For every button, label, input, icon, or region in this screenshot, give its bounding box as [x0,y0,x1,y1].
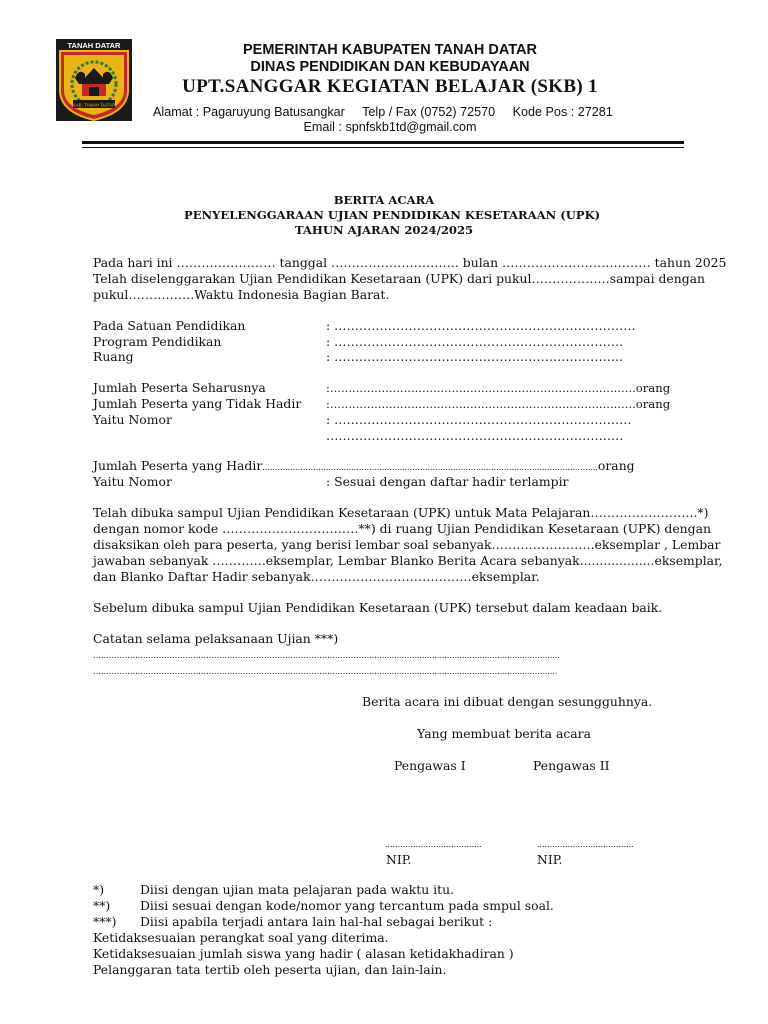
field-value-satuan: : ………………………………………………………………. [326,318,636,333]
footnote-item-3: Pelanggaran tata tertib oleh peserta ujian, dan lain-lain. [93,962,447,977]
para2: Sebelum dibuka sampul Ujian Pendidikan Kesetaraan (UPK) tersebut dalam keadaan baik. [93,600,663,615]
postcode: Kode Pos : 27281 [512,105,613,119]
letterhead-government: PEMERINTAH KABUPATEN TANAH DATAR [242,42,537,58]
footnote-3-mark: ***) [93,914,117,929]
letterhead-department: DINAS PENDIDIKAN DAN KEBUDAYAAN [250,59,530,75]
intro-line-3: pukul…………….Waktu Indonesia Bagian Barat. [93,287,390,302]
field-label-program: Program Pendidikan [93,334,222,349]
signatory-1-label: Pengawas I [394,758,466,773]
field-label-yaitu: Yaitu Nomor [93,474,172,489]
tanah-datar-logo [55,38,133,122]
field-label-seharusnya: Jumlah Peserta Seharusnya [93,380,266,395]
catatan-line-1: ……………………………………………………………………………………………............................................................................ [93,651,560,660]
footnote-2-text: Diisi sesuai dengan kode/nomor yang tercantum pada smpul soal. [140,898,554,913]
field-label-yaitu-nomor: Yaitu Nomor [93,412,172,427]
footnote-3-text: Diisi apabila terjadi antara lain hal-hal sebagai berikut : [140,914,493,929]
signatory-2-line: ...................................... [537,840,634,849]
letterhead-email: Email : spnfskb1td@gmail.com [303,120,477,134]
field-value-yaitu-nomor: : ……………………………………………………………… [326,412,632,427]
footnote-1-mark: *) [93,882,105,897]
phone: Telp / Fax (0752) 72570 [362,105,496,119]
document-subtitle: PENYELENGGARAAN UJIAN PENDIDIKAN KESETARAAN (UPK) [184,208,601,222]
field-value-tidak-hadir: :...................................................................................orang [326,397,671,411]
footnote-item-1: Ketidaksesuaian perangkat soal yang diterima. [93,930,389,945]
closing-statement: Berita acara ini dibuat dengan sesungguhnya. [362,694,653,709]
field-value-ruang: : ……………………………………………………………. [326,349,624,364]
catatan-line-2: ……………………………………………………………………………………………........................................................................... [93,667,558,676]
field-label-ruang: Ruang [93,349,134,364]
document-year: TAHUN AJARAN 2024/2025 [294,223,474,237]
field-label-tidak-hadir: Jumlah Peserta yang Tidak Hadir [93,396,302,411]
field-value-yaitu-nomor-cont: ……………………………………………………………… [326,428,624,443]
signatory-2-label: Pengawas II [533,758,610,773]
field-label-satuan: Pada Satuan Pendidikan [93,318,246,333]
para1-line-1: Telah dibuka sampul Ujian Pendidikan Kesetaraan (UPK) untuk Mata Pelajaran……………………..*) [93,505,709,520]
hadir-unit: orang [597,458,635,473]
letterhead-divider-thin [82,147,684,148]
address: Alamat : Pagaruyung Batusangkar [153,105,345,119]
signatory-2-nip: NIP. [537,852,563,867]
letterhead-divider-thick [82,141,684,144]
field-value-seharusnya: :...................................................................................orang [326,381,671,395]
intro-line-2: Telah diselenggarakan Ujian Pendidikan Kesetaraan (UPK) dari pukul……………….sampai dengan [93,271,706,286]
intro-line-1: Pada hari ini …………………… tanggal …………………………. bulan ……………………………… tahun 2025 [93,255,727,270]
signatory-1-line: ...................................... [385,840,482,849]
hadir-label: Jumlah Peserta yang Hadir [93,458,263,473]
footnote-1-text: Diisi dengan ujian mata pelajaran pada waktu itu. [140,882,455,897]
para1-line-2: dengan nomor kode ……………………………**) di ruang Ujian Pendidikan Kesetaraan (UPK) dengan [93,521,711,536]
document-title: BERITA ACARA [333,193,435,207]
footnote-item-2: Ketidaksesuaian jumlah siswa yang hadir ( alasan ketidakhadiran ) [93,946,514,961]
logo-text: TANAH DATAR [67,41,121,50]
para1-line-3: disaksikan oleh para peserta, yang berisi lembar soal sebanyak…………………….eksemplar , Lembar [93,537,721,552]
field-value-program: : ……………………………………………………………. [326,334,624,349]
hadir-dots: .................................................................................................................................... [262,463,598,472]
catatan-label: Catatan selama pelaksanaan Ujian ***) [93,631,339,646]
field-value-yaitu: : Sesuai dengan daftar hadir terlampir [326,474,569,489]
logo-bottom-text: KAB. TANAH DATAR [72,102,116,108]
signatory-1-nip: NIP. [386,852,412,867]
letterhead-institution: UPT.SANGGAR KEGIATAN BELAJAR (SKB) 1 [182,76,598,97]
footnote-2-mark: **) [93,898,111,913]
para1-line-5: dan Blanko Daftar Hadir sebanyak…………………………………eksemplar. [93,569,540,584]
letterhead-address-line [153,105,627,119]
closing-maker: Yang membuat berita acara [417,726,591,741]
para1-line-4: jawaban sebanyak ………….eksemplar, Lembar Blanko Berita Acara sebanyak...................eksemplar, [93,553,723,568]
